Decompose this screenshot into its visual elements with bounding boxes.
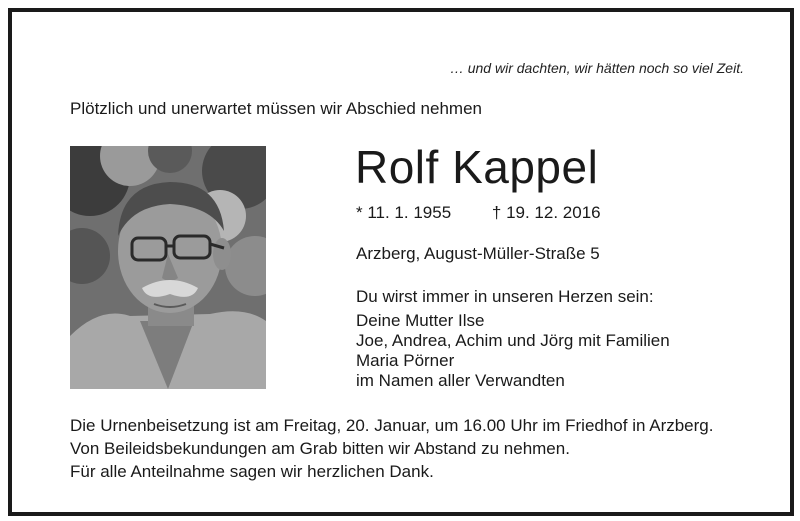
- mourners-block: [356, 287, 670, 391]
- death-date: † 19. 12. 2016: [491, 203, 601, 222]
- condolence-request: Von Beileidsbekundungen am Grab bitten wir Abstand zu nehmen.: [70, 439, 570, 458]
- funeral-info: Die Urnenbeisetzung ist am Freitag, 20. Januar, um 16.00 Uhr im Friedhof in Arzberg.: [70, 416, 714, 435]
- mourner-line: Joe, Andrea, Achim und Jörg mit Familien: [356, 331, 670, 350]
- obituary-frame: [8, 8, 794, 516]
- address: Arzberg, August-Müller-Straße 5: [356, 244, 600, 263]
- birth-date: * 11. 1. 1955: [356, 203, 452, 222]
- mourner-line: Maria Pörner: [356, 351, 455, 370]
- deceased-name: Rolf Kappel: [355, 141, 599, 193]
- quote-line: … und wir dachten, wir hätten noch so viel Zeit.: [449, 60, 744, 76]
- footer-block: [70, 414, 713, 483]
- portrait-photo: [70, 146, 266, 389]
- mourners-heading: Du wirst immer in unseren Herzen sein:: [356, 287, 654, 306]
- life-dates: [356, 203, 601, 223]
- intro-line: Plötzlich und unerwartet müssen wir Abschied nehmen: [70, 99, 482, 118]
- thanks-line: Für alle Anteilnahme sagen wir herzlichen Dank.: [70, 462, 434, 481]
- mourner-line: Deine Mutter Ilse: [356, 311, 485, 330]
- mourner-line: im Namen aller Verwandten: [356, 371, 565, 390]
